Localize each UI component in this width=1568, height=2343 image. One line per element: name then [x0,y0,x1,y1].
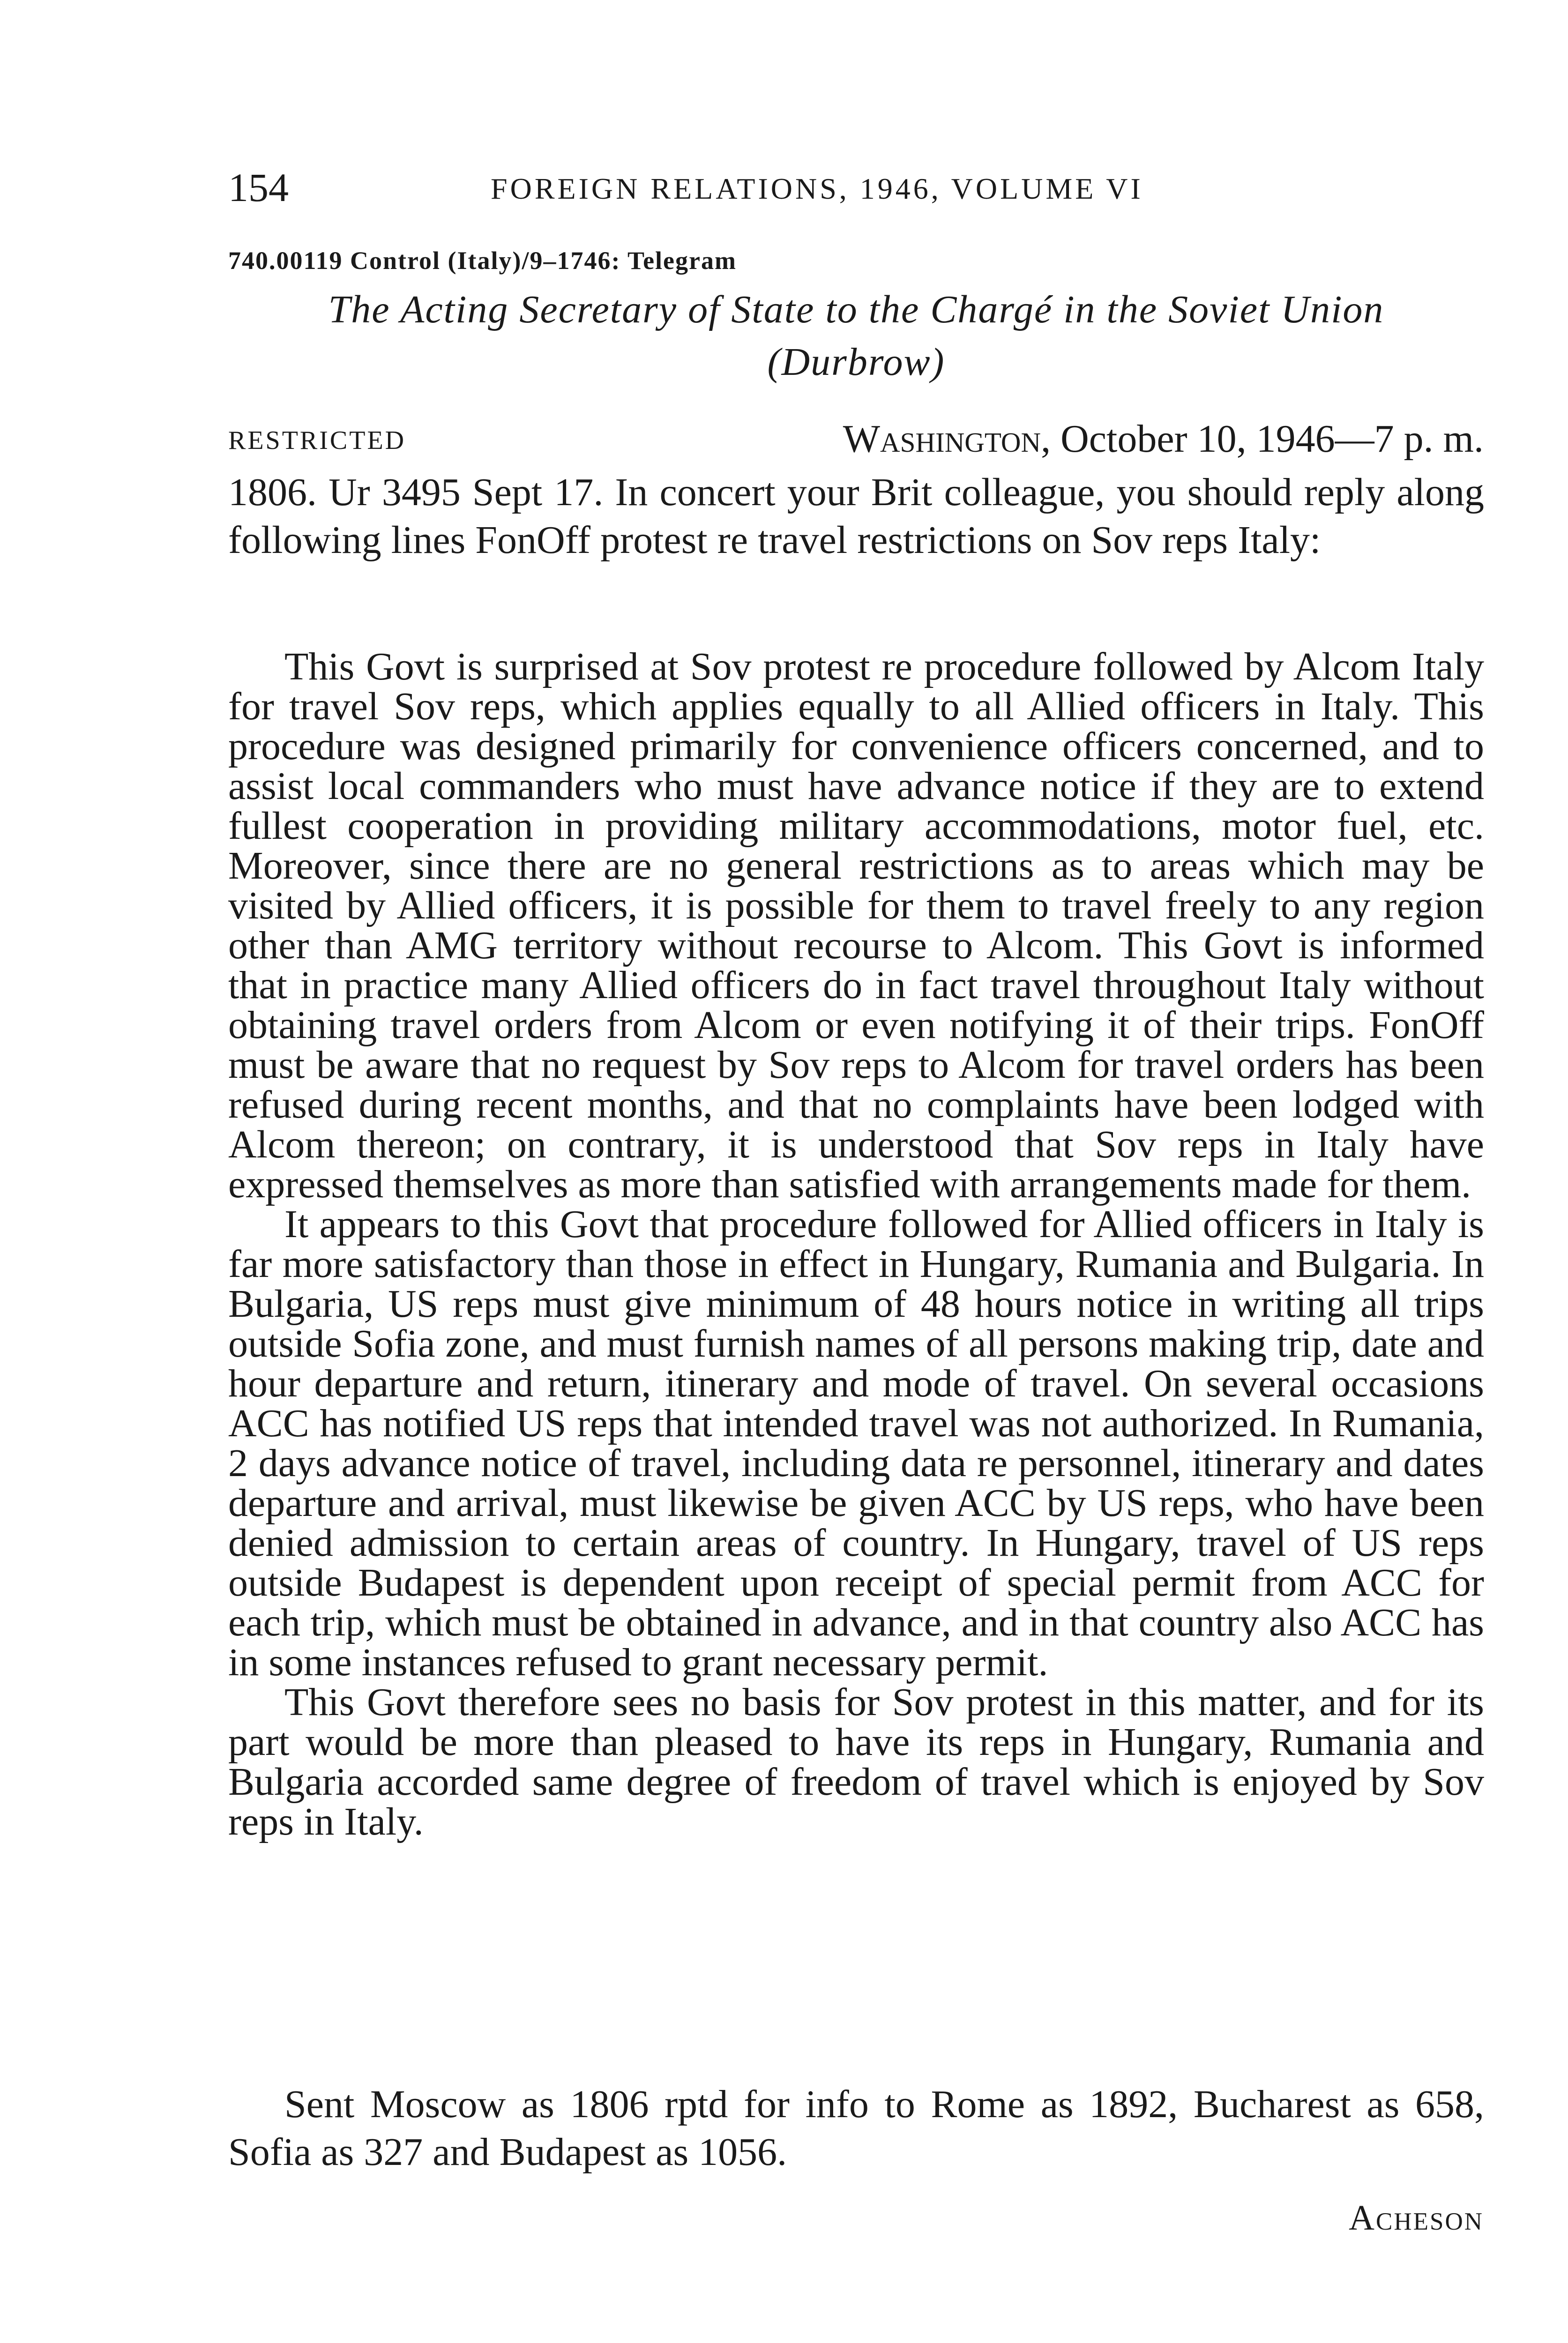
signature: Acheson [1349,2198,1484,2238]
telegram-body [228,469,1484,564]
document-title [228,284,1484,388]
journal-title: FOREIGN RELATIONS, 1946, VOLUME VI [491,172,1143,205]
classification-label: RESTRICTED [228,426,406,455]
dateline [843,416,1484,462]
page-number: 154 [228,165,289,210]
opening-paragraph: 1806. Ur 3495 Sept 17. In concert your Brit colleague, you should reply along following lines FonOff protest re travel restrictions on Sov reps Italy: [228,470,1484,562]
dateline-place: Washington [843,417,1041,461]
quoted-message [228,647,1484,1842]
quoted-paragraph: It appears to this Govt that procedure followed for Allied officers in Italy is far more satisfactory than those in effect in Hungary, Rumania and Bulgaria. In Bulgaria, US reps must give minimum of 48 hours notice in writing all trips outside Sofia zone, and must furnish names of all persons making trip, date and hour departure and return, itinerary and mode of travel. On several occasions ACC has notified US reps that intended travel was not authorized. In Rumania, 2 days advance notice of travel, including data re personnel, itinerary and dates departure and arrival, must likewise be given ACC by US reps, who have been denied admission to certain areas of country. In Hungary, travel of US reps outside Budapest is dependent upon receipt of special permit from ACC for each trip, which must be obtained in advance, and in that country also ACC has in some instances refused to grant necessary permit. [228,1202,1484,1684]
quoted-paragraph: This Govt is surprised at Sov protest re procedure followed by Alcom Italy for travel Sov reps, which applies equally to all Allied officers in Italy. This procedure was designed primarily for convenience officers concerned, and to assist local commanders who must have advance notice if they are to extend fullest cooperation in providing military accommodations, motor fuel, etc. Moreover, since there are no general restrictions as to areas which may be visited by Allied officers, it is possible for them to travel freely to any region other than AMG territory without recourse to Alcom. This Govt is informed that in practice many Allied officers do in fact travel throughout Italy without obtaining travel orders from Alcom or even notifying it of their trips. FonOff must be aware that no request by Sov reps to Alcom for travel orders has been refused during recent months, and that no complaints have been lodged with Alcom thereon; on contrary, it is understood that Sov reps in Italy have expressed themselves as more than satisfied with arrangements made for them. [228,645,1484,1206]
running-header [228,162,1484,213]
quoted-paragraph: This Govt therefore sees no basis for Sov protest in this matter, and for its part would be more than pleased to have its reps in Hungary, Rumania and Bulgaria accorded same degree of freedom of travel which is enjoyed by Sov reps in Italy. [228,1680,1484,1843]
dateline-date: , October 10, 1946—7 p. m. [1041,417,1484,461]
document-title-line-2: (Durbrow) [767,340,945,384]
distribution-note [228,2081,1484,2176]
document-title-line-1: The Acting Secretary of State to the Chargé in the Soviet Union [328,288,1384,331]
closing-paragraph: Sent Moscow as 1806 rptd for info to Rome as 1892, Bucharest as 658, Sofia as 327 and Budapest as 1056. [228,2082,1484,2174]
file-reference: 740.00119 Control (Italy)/9–1746: Telegram [228,246,737,275]
